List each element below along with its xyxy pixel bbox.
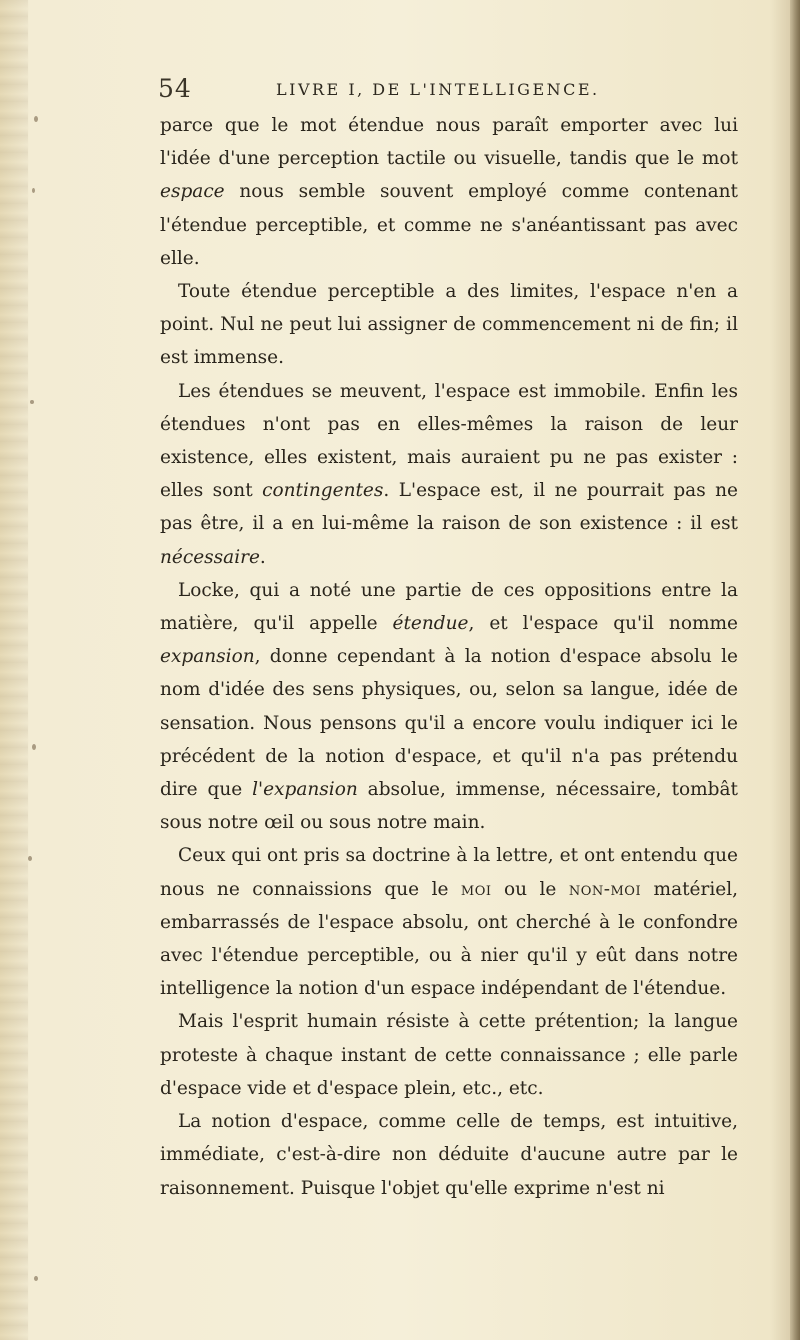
paragraph — [160, 574, 738, 840]
ink-speck — [28, 856, 32, 861]
text-run: . — [259, 546, 266, 568]
body-text — [160, 109, 738, 1205]
text-run: Ceux qui ont pris sa doctrine à la lettre, et ont entendu que nous ne connaissions que le — [160, 845, 738, 900]
text-run: matériel, embarrassés de l'espace absolu, ont cherché à le confondre avec l'étendue perceptible, ou à nier qu'il y eût dans notre intelligence la notion d'un espace indépendant de l'étendue. — [160, 878, 738, 1000]
page-number: 54 — [158, 74, 192, 103]
text-run: Les étendues se meuvent, l'espace est immobile. Enfin les étendues n'ont pas en elles-mêmes la raison de leur existence, elles existent, mais auraient pu ne pas exister : elles sont — [160, 380, 738, 502]
running-title: LIVRE I, DE L'INTELLIGENCE. — [276, 80, 600, 99]
page-binding-edge — [790, 0, 800, 1340]
running-header — [158, 74, 758, 106]
italic-term: expansion — [160, 646, 255, 668]
ink-speck — [34, 116, 38, 122]
text-run: absolue, immense, nécessaire, tombât sous notre œil ou sous notre main. — [160, 779, 738, 834]
italic-term: nécessaire — [160, 546, 260, 568]
page-left-edge — [0, 0, 28, 1340]
paragraph — [160, 375, 738, 574]
text-run: , donne cependant à la notion d'espace absolu le nom d'idée des sens physiques, ou, selon sa langue, idée de sensation. Nous pensons qu'il a encore voulu indiquer ici le précédent de la notion d'espace, et qu'il n'a pas prétendu dire que — [160, 646, 738, 801]
text-run: parce que le mot étendue nous paraît emporter avec lui l'idée d'une perception tactile ou visuelle, tandis que le mot — [160, 115, 738, 170]
italic-term: espace — [160, 181, 225, 203]
italic-term: l'expansion — [252, 779, 358, 801]
text-run: La notion d'espace, comme celle de temps, est intuitive, immédiate, c'est-à-dire non déduite d'aucune autre par le raisonnement. Puisque l'objet qu'elle exprime n'est ni — [160, 1111, 738, 1199]
text-run: ou le — [491, 878, 569, 900]
small-caps-term: non-moi — [568, 878, 642, 900]
ink-speck — [30, 400, 34, 404]
paragraph — [160, 1105, 738, 1205]
paragraph — [160, 109, 738, 275]
ink-speck — [34, 1276, 38, 1281]
italic-term: contingentes — [262, 480, 384, 502]
paragraph — [160, 839, 738, 1005]
italic-term: étendue — [392, 613, 469, 635]
small-caps-term: moi — [460, 878, 492, 900]
text-run: , et l'espace qu'il nomme — [468, 613, 738, 635]
text-run: nous semble souvent employé comme contenant l'étendue perceptible, et comme ne s'anéantissant pas avec elle. — [160, 181, 738, 269]
text-run: . L'espace est, il ne pourrait pas ne pas être, il a en lui-même la raison de son existence : il est — [160, 480, 739, 535]
text-run: Mais l'esprit humain résiste à cette prétention; la langue proteste à chaque instant de cette connaissance ; elle parle d'espace vide et d'espace plein, etc., etc. — [160, 1011, 738, 1099]
text-run: Locke, qui a noté une partie de ces oppositions entre la matière, qu'il appelle — [160, 579, 738, 635]
ink-speck — [32, 744, 36, 750]
text-run: Toute étendue perceptible a des limites, l'espace n'en a point. Nul ne peut lui assigner de commencement ni de fin; il est immense. — [160, 281, 738, 369]
ink-speck — [32, 188, 35, 193]
paragraph — [160, 1005, 738, 1105]
paragraph — [160, 275, 738, 375]
